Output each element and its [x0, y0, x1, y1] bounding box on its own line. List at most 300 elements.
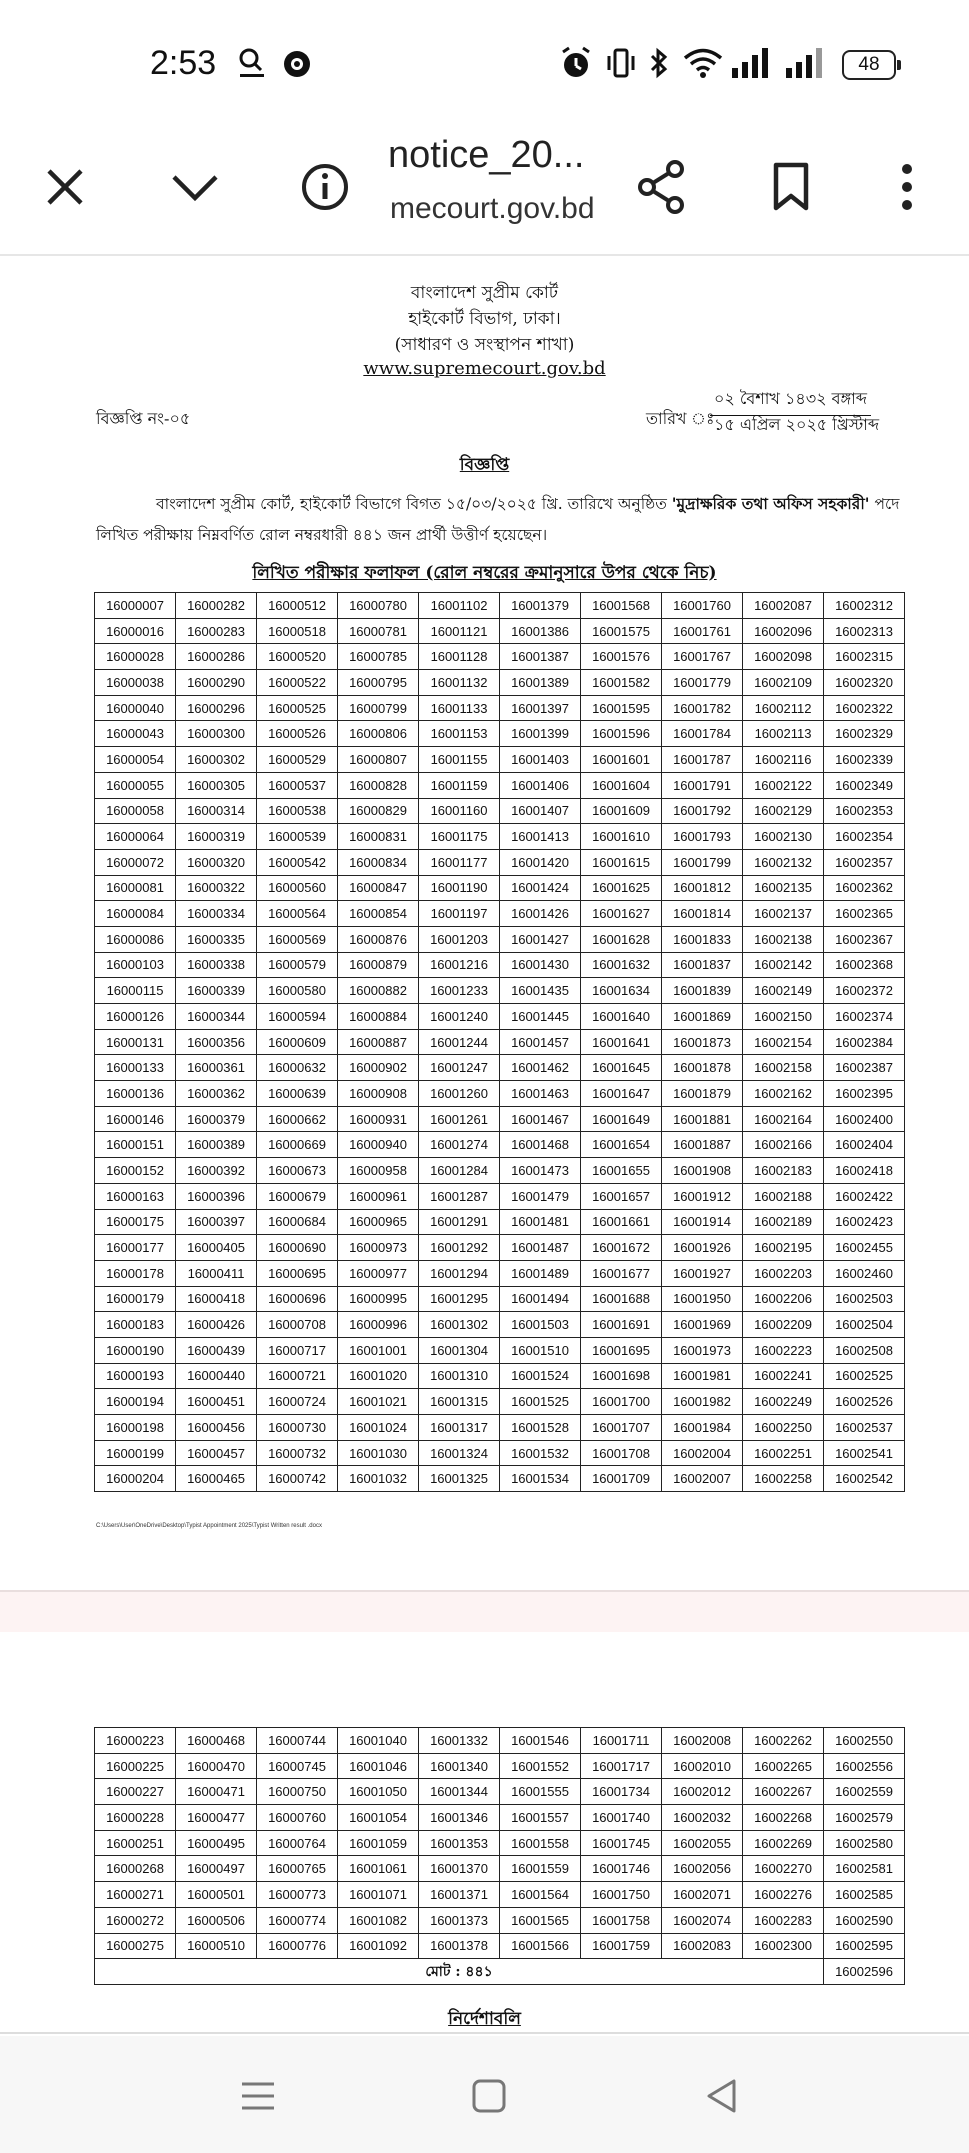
- roll-number-cell: 16001430: [500, 952, 581, 978]
- roll-number-cell: 16002283: [743, 1907, 824, 1933]
- instructions-heading: নির্দেশাবলি: [448, 2009, 521, 2029]
- roll-number-cell: 16002008: [662, 1728, 743, 1754]
- roll-number-cell: 16000884: [338, 1004, 419, 1030]
- page-title[interactable]: notice_20...: [388, 134, 585, 176]
- roll-number-cell: 16002460: [824, 1260, 905, 1286]
- roll-number-cell: 16001463: [500, 1081, 581, 1107]
- roll-number-cell: 16001317: [419, 1415, 500, 1441]
- roll-number-cell: 16000776: [257, 1933, 338, 1959]
- roll-number-cell: 16001558: [500, 1830, 581, 1856]
- roll-number-cell: 16002149: [743, 978, 824, 1004]
- roll-number-cell: 16000501: [176, 1882, 257, 1908]
- roll-number-cell: 16000518: [257, 618, 338, 644]
- roll-number-cell: 16001615: [581, 849, 662, 875]
- roll-number-cell: 16002525: [824, 1363, 905, 1389]
- roll-number-cell: 16000639: [257, 1081, 338, 1107]
- wifi-icon: [682, 46, 724, 80]
- roll-number-cell: 16000305: [176, 772, 257, 798]
- roll-number-cell: 16001582: [581, 670, 662, 696]
- table-row: [95, 952, 905, 978]
- roll-number-cell: 16001324: [419, 1440, 500, 1466]
- roll-number-cell: 16000529: [257, 747, 338, 773]
- roll-number-cell: 16001177: [419, 849, 500, 875]
- roll-number-cell: 16000468: [176, 1728, 257, 1754]
- roll-number-cell: 16001767: [662, 644, 743, 670]
- page-info-button[interactable]: [290, 152, 360, 222]
- roll-number-cell: 16002362: [824, 875, 905, 901]
- roll-number-cell: 16001695: [581, 1337, 662, 1363]
- table-row: [95, 1389, 905, 1415]
- roll-number-cell: 16002581: [824, 1856, 905, 1882]
- roll-number-cell: 16001761: [662, 618, 743, 644]
- roll-number-cell: 16000510: [176, 1933, 257, 1959]
- system-nav-bar: [0, 2036, 969, 2153]
- roll-number-cell: 16001791: [662, 772, 743, 798]
- back-button[interactable]: [692, 2066, 752, 2126]
- table-row: [95, 1363, 905, 1389]
- roll-number-cell: 16000131: [95, 1029, 176, 1055]
- roll-number-cell: 16002195: [743, 1235, 824, 1261]
- table-row: [95, 1312, 905, 1338]
- roll-number-cell: 16000133: [95, 1055, 176, 1081]
- roll-number-cell: 16002374: [824, 1004, 905, 1030]
- roll-number-cell: 16000477: [176, 1805, 257, 1831]
- roll-number-cell: 16000732: [257, 1440, 338, 1466]
- roll-number-cell: 16001700: [581, 1389, 662, 1415]
- date-english: ১৫ এপ্রিল ২০২৫ খ্রিস্টাব্দ: [714, 415, 880, 434]
- roll-number-cell: 16001386: [500, 618, 581, 644]
- roll-number-cell: 16002113: [743, 721, 824, 747]
- roll-number-cell: 16002007: [662, 1466, 743, 1492]
- roll-number-cell: 16001708: [581, 1440, 662, 1466]
- bluetooth-icon: [648, 46, 670, 80]
- roll-number-cell: 16001799: [662, 849, 743, 875]
- roll-number-cell: 16001344: [419, 1779, 500, 1805]
- table-row: [95, 1209, 905, 1235]
- roll-number-cell: 16001457: [500, 1029, 581, 1055]
- roll-number-cell: 16000175: [95, 1209, 176, 1235]
- roll-number-cell: 16000542: [257, 849, 338, 875]
- roll-number-cell: 16001833: [662, 926, 743, 952]
- roll-number-cell: 16001784: [662, 721, 743, 747]
- roll-number-cell: 16000028: [95, 644, 176, 670]
- roll-number-cell: 16002455: [824, 1235, 905, 1261]
- table-row: [95, 1466, 905, 1492]
- roll-number-cell: 16001332: [419, 1728, 500, 1754]
- table-row: [95, 1415, 905, 1441]
- roll-number-cell: 16002365: [824, 901, 905, 927]
- roll-number-cell: 16002249: [743, 1389, 824, 1415]
- roll-number-cell: 16002083: [662, 1933, 743, 1959]
- table-row: [95, 978, 905, 1004]
- roll-number-cell: 16002251: [743, 1440, 824, 1466]
- roll-number-cell: 16001740: [581, 1805, 662, 1831]
- roll-number-cell: 16000765: [257, 1856, 338, 1882]
- roll-number-cell: 16001325: [419, 1466, 500, 1492]
- roll-number-cell: 16001467: [500, 1106, 581, 1132]
- roll-number-cell: 16001688: [581, 1286, 662, 1312]
- roll-number-cell: 16002400: [824, 1106, 905, 1132]
- roll-number-cell: 16000043: [95, 721, 176, 747]
- roll-number-cell: 16001510: [500, 1337, 581, 1363]
- roll-number-cell: 16000696: [257, 1286, 338, 1312]
- roll-number-cell: 16002109: [743, 670, 824, 696]
- roll-number-cell: 16000538: [257, 798, 338, 824]
- roll-number-cell: 16001982: [662, 1389, 743, 1415]
- close-icon: [43, 165, 87, 209]
- roll-number-cell: 16001926: [662, 1235, 743, 1261]
- roll-number-cell: 16000760: [257, 1805, 338, 1831]
- home-icon: [469, 2076, 509, 2116]
- roll-number-cell: 16000834: [338, 849, 419, 875]
- roll-number-cell: 16000411: [176, 1260, 257, 1286]
- roll-number-cell: 16001159: [419, 772, 500, 798]
- home-button[interactable]: [459, 2066, 519, 2126]
- roll-number-cell: 16001707: [581, 1415, 662, 1441]
- roll-number-cell: 16000931: [338, 1106, 419, 1132]
- share-button[interactable]: [626, 152, 696, 222]
- roll-number-cell: 16000418: [176, 1286, 257, 1312]
- roll-number-cell: 16001295: [419, 1286, 500, 1312]
- roll-number-cell: 16001020: [338, 1363, 419, 1389]
- roll-number-cell: 16000272: [95, 1907, 176, 1933]
- roll-number-cell: 16002154: [743, 1029, 824, 1055]
- roll-number-cell: 16000996: [338, 1312, 419, 1338]
- roll-number-cell: 16000362: [176, 1081, 257, 1107]
- roll-number-cell: 16002206: [743, 1286, 824, 1312]
- roll-number-cell: 16000426: [176, 1312, 257, 1338]
- roll-number-cell: 16000806: [338, 721, 419, 747]
- roll-number-cell: 16002267: [743, 1779, 824, 1805]
- roll-number-cell: 16002188: [743, 1183, 824, 1209]
- roll-number-cell: 16002137: [743, 901, 824, 927]
- roll-number-cell: 16000854: [338, 901, 419, 927]
- roll-number-cell: 16001468: [500, 1132, 581, 1158]
- roll-number-cell: 16002087: [743, 593, 824, 619]
- roll-number-cell: 16002585: [824, 1882, 905, 1908]
- more-icon: [900, 162, 914, 212]
- roll-number-cell: 16001413: [500, 824, 581, 850]
- roll-number-cell: 16002353: [824, 798, 905, 824]
- roll-number-cell: 16001655: [581, 1158, 662, 1184]
- roll-number-cell: 16001121: [419, 618, 500, 644]
- roll-number-cell: 16001604: [581, 772, 662, 798]
- roll-number-cell: 16002010: [662, 1753, 743, 1779]
- roll-number-cell: 16000064: [95, 824, 176, 850]
- roll-number-cell: 16000560: [257, 875, 338, 901]
- roll-number-cell: 16001291: [419, 1209, 500, 1235]
- roll-number-cell: 16000717: [257, 1337, 338, 1363]
- roll-number-cell: 16001632: [581, 952, 662, 978]
- roll-number-cell: 16000495: [176, 1830, 257, 1856]
- roll-number-cell: 16001346: [419, 1805, 500, 1831]
- roll-number-cell: 16001698: [581, 1363, 662, 1389]
- roll-number-cell: 16002166: [743, 1132, 824, 1158]
- roll-number-cell: 16000632: [257, 1055, 338, 1081]
- roll-number-cell: 16000054: [95, 747, 176, 773]
- browser-toolbar: [0, 130, 969, 256]
- roll-number-cell: 16001641: [581, 1029, 662, 1055]
- roll-number-cell: 16001552: [500, 1753, 581, 1779]
- roll-number-cell: 16001564: [500, 1882, 581, 1908]
- roll-number-cell: 16002189: [743, 1209, 824, 1235]
- roll-number-cell: 16001610: [581, 824, 662, 850]
- file-path: C:\Users\User\OneDrive\Desktop\Typist Appointment 2025\Typist Written result .docx: [96, 1523, 322, 1529]
- roll-number-cell: 16001310: [419, 1363, 500, 1389]
- date-label: তারিখ ঃ: [646, 409, 715, 428]
- roll-number-cell: 16000471: [176, 1779, 257, 1805]
- roll-number-cell: 16002116: [743, 747, 824, 773]
- status-bar: [0, 0, 969, 130]
- roll-number-cell: 16002541: [824, 1440, 905, 1466]
- result-heading: লিখিত পরীক্ষার ফলাফল (রোল নম্বরের ক্রমানুসারে উপর থেকে নিচ): [252, 563, 717, 583]
- roll-number-cell: 16000721: [257, 1363, 338, 1389]
- table-row: [95, 747, 905, 773]
- roll-number-cell: 16002250: [743, 1415, 824, 1441]
- roll-number-cell: 16001473: [500, 1158, 581, 1184]
- roll-number-cell: 16000228: [95, 1805, 176, 1831]
- roll-number-cell: 16002183: [743, 1158, 824, 1184]
- roll-number-cell: 16001758: [581, 1907, 662, 1933]
- roll-number-cell: 16000564: [257, 901, 338, 927]
- roll-number-cell: 16001021: [338, 1389, 419, 1415]
- roll-number-cell: 16001677: [581, 1260, 662, 1286]
- roll-number-cell: 16000594: [257, 1004, 338, 1030]
- roll-number-cell: 16000072: [95, 849, 176, 875]
- roll-number-cell: 16002384: [824, 1029, 905, 1055]
- total-label: মোট : ৪৪১: [95, 1959, 824, 1985]
- roll-number-cell: 16000086: [95, 926, 176, 952]
- roll-number-cell: 16001373: [419, 1907, 500, 1933]
- section-name: (সাধারণ ও সংস্থাপন শাখা): [394, 335, 575, 355]
- roll-number-cell: 16001487: [500, 1235, 581, 1261]
- roll-number-cell: 16002556: [824, 1753, 905, 1779]
- roll-number-cell: 16002276: [743, 1882, 824, 1908]
- roll-number-cell: 16000569: [257, 926, 338, 952]
- roll-number-cell: 16002550: [824, 1728, 905, 1754]
- roll-number-cell: 16000271: [95, 1882, 176, 1908]
- roll-number-cell: 16000673: [257, 1158, 338, 1184]
- roll-number-cell: 16000965: [338, 1209, 419, 1235]
- roll-number-cell: 16001734: [581, 1779, 662, 1805]
- table-row: [95, 695, 905, 721]
- roll-number-cell: 16000334: [176, 901, 257, 927]
- roll-number-cell: 16001102: [419, 593, 500, 619]
- roll-number-cell: 16001261: [419, 1106, 500, 1132]
- total-row: [95, 1959, 905, 1985]
- roll-number-cell: 16000662: [257, 1106, 338, 1132]
- info-icon: [300, 162, 350, 212]
- roll-number-cell: 16001645: [581, 1055, 662, 1081]
- roll-number-cell: 16000178: [95, 1260, 176, 1286]
- more-options-button[interactable]: [872, 152, 942, 222]
- roll-number-cell: 16002142: [743, 952, 824, 978]
- roll-number-cell: 16001216: [419, 952, 500, 978]
- roll-number-cell: 16001050: [338, 1779, 419, 1805]
- table-row: [95, 644, 905, 670]
- roll-number-cell: 16002209: [743, 1312, 824, 1338]
- bookmark-button[interactable]: [756, 152, 826, 222]
- recent-apps-button[interactable]: [228, 2066, 288, 2126]
- roll-number-cell: 16002074: [662, 1907, 743, 1933]
- roll-number-cell: 16000204: [95, 1466, 176, 1492]
- roll-number-cell: 16000356: [176, 1029, 257, 1055]
- roll-number-cell: 16000902: [338, 1055, 419, 1081]
- roll-number-table-2: [94, 1727, 905, 1985]
- roll-number-cell: 16001420: [500, 849, 581, 875]
- roll-number-cell: 16000199: [95, 1440, 176, 1466]
- roll-number-cell: 16000764: [257, 1830, 338, 1856]
- roll-number-cell: 16000151: [95, 1132, 176, 1158]
- page-url[interactable]: mecourt.gov.bd: [390, 192, 595, 225]
- roll-number-cell: 16000440: [176, 1363, 257, 1389]
- roll-number-cell: 16000973: [338, 1235, 419, 1261]
- roll-number-cell: 16000781: [338, 618, 419, 644]
- roll-number-cell: 16001315: [419, 1389, 500, 1415]
- roll-number-cell: 16000537: [257, 772, 338, 798]
- table-row: [95, 1933, 905, 1959]
- notice-number: বিজ্ঞপ্তি নং-০৫: [96, 409, 191, 428]
- roll-number-cell: 16001879: [662, 1081, 743, 1107]
- table-row: [95, 1830, 905, 1856]
- roll-number-cell: 16000730: [257, 1415, 338, 1441]
- roll-number-cell: 16001489: [500, 1260, 581, 1286]
- roll-number-cell: 16000389: [176, 1132, 257, 1158]
- vibrate-icon: [604, 46, 638, 80]
- roll-number-cell: 16001969: [662, 1312, 743, 1338]
- roll-number-cell: 16002312: [824, 593, 905, 619]
- roll-number-cell: 16000940: [338, 1132, 419, 1158]
- roll-number-cell: 16001787: [662, 747, 743, 773]
- roll-number-cell: 16001481: [500, 1209, 581, 1235]
- roll-number-cell: 16000579: [257, 952, 338, 978]
- table-row: [95, 1183, 905, 1209]
- signal-icon-2: [784, 46, 826, 80]
- roll-number-cell: 16001779: [662, 670, 743, 696]
- roll-number-cell: 16001654: [581, 1132, 662, 1158]
- roll-number-cell: 16001627: [581, 901, 662, 927]
- roll-number-cell: 16000198: [95, 1415, 176, 1441]
- roll-number-cell: 16002422: [824, 1183, 905, 1209]
- roll-number-cell: 16000397: [176, 1209, 257, 1235]
- roll-number-cell: 16001160: [419, 798, 500, 824]
- roll-number-cell: 16002258: [743, 1466, 824, 1492]
- close-button[interactable]: [30, 152, 100, 222]
- table-row: [95, 1907, 905, 1933]
- roll-number-cell: 16001557: [500, 1805, 581, 1831]
- roll-number-cell: 16002071: [662, 1882, 743, 1908]
- roll-number-cell: 16001379: [500, 593, 581, 619]
- roll-number-cell: 16001575: [581, 618, 662, 644]
- roll-number-cell: 16001092: [338, 1933, 419, 1959]
- roll-number-cell: 16000335: [176, 926, 257, 952]
- roll-number-cell: 16002315: [824, 644, 905, 670]
- table-row: [95, 901, 905, 927]
- roll-number-cell: 16000795: [338, 670, 419, 696]
- roll-number-cell: 16000525: [257, 695, 338, 721]
- roll-number-cell: 16001397: [500, 695, 581, 721]
- roll-number-cell: 16001601: [581, 747, 662, 773]
- roll-number-cell: 16001566: [500, 1933, 581, 1959]
- roll-number-cell: 16001887: [662, 1132, 743, 1158]
- roll-number-cell: 16001304: [419, 1337, 500, 1363]
- roll-number-cell: 16001128: [419, 644, 500, 670]
- roll-number-cell: 16002138: [743, 926, 824, 952]
- pdf-page-2: [0, 1632, 969, 2034]
- roll-number-cell: 16001759: [581, 1933, 662, 1959]
- table-row: [95, 849, 905, 875]
- chevron-down-icon: [170, 169, 220, 205]
- roll-number-cell: 16001596: [581, 721, 662, 747]
- roll-number-cell: 16000451: [176, 1389, 257, 1415]
- roll-number-cell: 16002320: [824, 670, 905, 696]
- roll-number-cell: 16001625: [581, 875, 662, 901]
- table-row: [95, 1235, 905, 1261]
- roll-number-cell: 16002203: [743, 1260, 824, 1286]
- table-row: [95, 1440, 905, 1466]
- roll-number-cell: 16002158: [743, 1055, 824, 1081]
- roll-number-cell: 16001657: [581, 1183, 662, 1209]
- roll-number-cell: 16001494: [500, 1286, 581, 1312]
- roll-number-cell: 16002055: [662, 1830, 743, 1856]
- table-row: [95, 1753, 905, 1779]
- roll-number-cell: 16002395: [824, 1081, 905, 1107]
- roll-number-cell: 16001528: [500, 1415, 581, 1441]
- roll-number-cell: 16000282: [176, 593, 257, 619]
- roll-number-cell: 16000227: [95, 1779, 176, 1805]
- roll-number-cell: 16000744: [257, 1728, 338, 1754]
- roll-number-cell: 16001981: [662, 1363, 743, 1389]
- roll-number-cell: 16001717: [581, 1753, 662, 1779]
- division-name: হাইকোর্ট বিভাগ, ঢাকা।: [408, 309, 561, 329]
- table-row: [95, 1029, 905, 1055]
- roll-number-cell: 16001750: [581, 1882, 662, 1908]
- roll-number-cell: 16001973: [662, 1337, 743, 1363]
- roll-number-cell: 16002004: [662, 1440, 743, 1466]
- table-row: [95, 772, 905, 798]
- roll-number-cell: 16000961: [338, 1183, 419, 1209]
- roll-number-cell: 16001559: [500, 1856, 581, 1882]
- roll-number-cell: 16001839: [662, 978, 743, 1004]
- roll-number-cell: 16001878: [662, 1055, 743, 1081]
- roll-number-cell: 16000300: [176, 721, 257, 747]
- website-link[interactable]: www.supremecourt.gov.bd: [363, 358, 606, 379]
- roll-number-cell: 16000580: [257, 978, 338, 1004]
- roll-number-cell: 16002387: [824, 1055, 905, 1081]
- roll-number-cell: 16000724: [257, 1389, 338, 1415]
- roll-number-cell: 16002542: [824, 1466, 905, 1492]
- status-time: 2:53: [150, 44, 217, 82]
- roll-number-cell: 16001711: [581, 1728, 662, 1754]
- roll-number-cell: 16001233: [419, 978, 500, 1004]
- roll-number-cell: 16001524: [500, 1363, 581, 1389]
- roll-number-cell: 16001190: [419, 875, 500, 901]
- roll-number-cell: 16001024: [338, 1415, 419, 1441]
- roll-number-cell: 16002223: [743, 1337, 824, 1363]
- roll-number-cell: 16001424: [500, 875, 581, 901]
- roll-number-cell: 16001155: [419, 747, 500, 773]
- roll-number-cell: 16001340: [419, 1753, 500, 1779]
- roll-number-cell: 16001407: [500, 798, 581, 824]
- roll-number-cell: 16001691: [581, 1312, 662, 1338]
- roll-number-cell: 16002270: [743, 1856, 824, 1882]
- roll-number-cell: 16000695: [257, 1260, 338, 1286]
- roll-number-cell: 16000190: [95, 1337, 176, 1363]
- roll-number-cell: 16001240: [419, 1004, 500, 1030]
- roll-number-cell: 16000320: [176, 849, 257, 875]
- collapse-button[interactable]: [160, 152, 230, 222]
- table-row: [95, 1132, 905, 1158]
